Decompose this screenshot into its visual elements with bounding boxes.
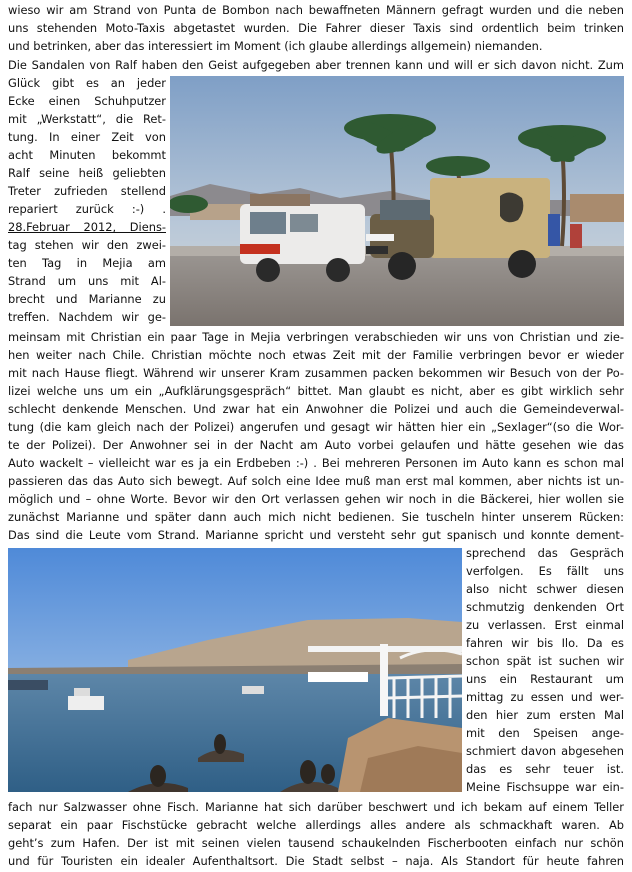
text-line: möglich und – ohne Worte. Bevor wir den Ort verlassen gehen wir noch in die Bäckerei, hier wollen sie: [8, 492, 624, 506]
text-line: tag stehen wir den zwei-: [8, 238, 166, 252]
text-line: Auto wackelt – vielleicht war es ja ein Erdbeben :-) . Bei mehreren Personen im Auto kann es schon mal: [8, 456, 624, 470]
text-line: Ecke einen Schuhputzer: [8, 94, 166, 108]
text-line: hen weiter nach Chile. Christian möchte noch etwas Zeit mit der Familie verbringen bevor er wieder: [8, 348, 624, 362]
text-line: uns stehenden Moto-Taxis abgetastet wurden. Die Fahrer dieser Taxis sind ordentlich beim trinken: [8, 21, 624, 35]
text-line: uns ein Restaurant um: [466, 672, 624, 686]
text-line: Strand um uns mit Al-: [8, 274, 166, 288]
text-line: passieren das das Auto sich bewegt. Auf solch eine Idee muß man erst mal kommen, aber nichts ist un-: [8, 474, 624, 488]
text-line: brecht und Marianne zu: [8, 292, 166, 306]
text-line: Die Sandalen von Ralf haben den Geist aufgegeben aber trennen kann und will er sich davon nicht. Zum: [8, 58, 624, 72]
text-line: separat ein paar Fischstücke gebracht welche allerdings alles andere als schmackhaft waren. Ab: [8, 818, 624, 832]
text-line: treffen. Nachdem wir ge-: [8, 310, 166, 324]
text-line: und betrinken, aber das interessiert im Moment (ich glaube allerdings allgemein) niemanden.: [8, 39, 543, 53]
text-line: sprechend das Gespräch: [466, 546, 624, 560]
text-line: geht’s zum Hafen. Der ist mit seinen vielen tausend schaukelnden Fischerbooten einfach nur schön: [8, 836, 624, 850]
text-line: te der Polizei). Der Anwohner sei in der Nacht am Auto vorbei gelaufen und hätte gesehen wie das: [8, 438, 624, 452]
text-line: mit nach Hause fliegt. Während wir unserer Kram zusammen packen bekommen wir Besuch von der Po-: [8, 366, 624, 380]
text-line: meinsam mit Christian ein paar Tage in Mejia verbringen verabschieden wir uns von Christian und zie-: [8, 330, 624, 344]
text-line: verfolgen. Es fällt uns: [466, 564, 624, 578]
text-line: und für Touristen ein idealer Aufenthaltsort. Die Stadt selbst – naja. Als Standort für heute fahren: [8, 854, 624, 868]
text-line: schmiert davon abgesehen: [466, 744, 624, 758]
text-line: ten Tag in Mejia am: [8, 256, 166, 270]
date-heading: 28.Februar 2012, Diens-: [8, 220, 166, 234]
text-line: tung (die kam gleich nach der Polizei) angerufen und gesagt wir hätten hier ein „Sexlager“(so die Wor-: [8, 420, 624, 434]
text-line: acht Minuten bekommt: [8, 148, 166, 162]
text-line: fach nur Salzwasser ohne Fisch. Marianne hat sich darüber beschwert und ich bekam auf einem Teller: [8, 800, 624, 814]
text-line: mit den Speisen ange-: [466, 726, 624, 740]
text-line: Das sind die Leute vom Strand. Marianne spricht und versteht sehr gut spanisch und konnte dement-: [8, 528, 624, 542]
text-line: Meine Fischsuppe war ein-: [466, 780, 624, 794]
text-line: Glück gibt es an jeder: [8, 76, 166, 90]
text-line: das es sehr teuer ist.: [466, 762, 624, 776]
text-line: schlecht denkende Menschen. Und zwar hat ein Anwohner die Polizei und auch die Gemeindeverwal-: [8, 402, 624, 416]
text-line: tung. In einer Zeit von: [8, 130, 166, 144]
text-line: zunächst Marianne und später dann auch mich nicht bedienen. Sie tuscheln hinter unserem Rücken:: [8, 510, 624, 524]
text-line: fahren wir bis Ilo. Da es: [466, 636, 624, 650]
text-line: mittag zu essen und wer-: [466, 690, 624, 704]
text-line: schon spät ist suchen wir: [466, 654, 624, 668]
text-line: schmutzig denkenden Ort: [466, 600, 624, 614]
text-line: wieso wir am Strand von Punta de Bombon nach bewaffneten Männern gefragt wurden und die neben: [8, 3, 624, 17]
text-line: zu verlassen. Erst einmal: [466, 618, 624, 632]
photo-harbour-ilo: [8, 548, 462, 792]
text-line: Treter zufrieden stellend: [8, 184, 166, 198]
text-line: also nicht schwer diesen: [466, 582, 624, 596]
text-line: lizei welche uns um ein „Aufklärungsgespräch“ bittet. Man glaubt es nicht, aber es gibt wirklich sehr: [8, 384, 624, 398]
text-line: den hier zum ersten Mal: [466, 708, 624, 722]
photo-campers-at-beach: [170, 76, 624, 326]
text-line: Ralf seine heiß geliebten: [8, 166, 166, 180]
text-line: repariert zurück :-) .: [8, 202, 166, 216]
text-line: mit „Werkstatt“, die Ret-: [8, 112, 166, 126]
